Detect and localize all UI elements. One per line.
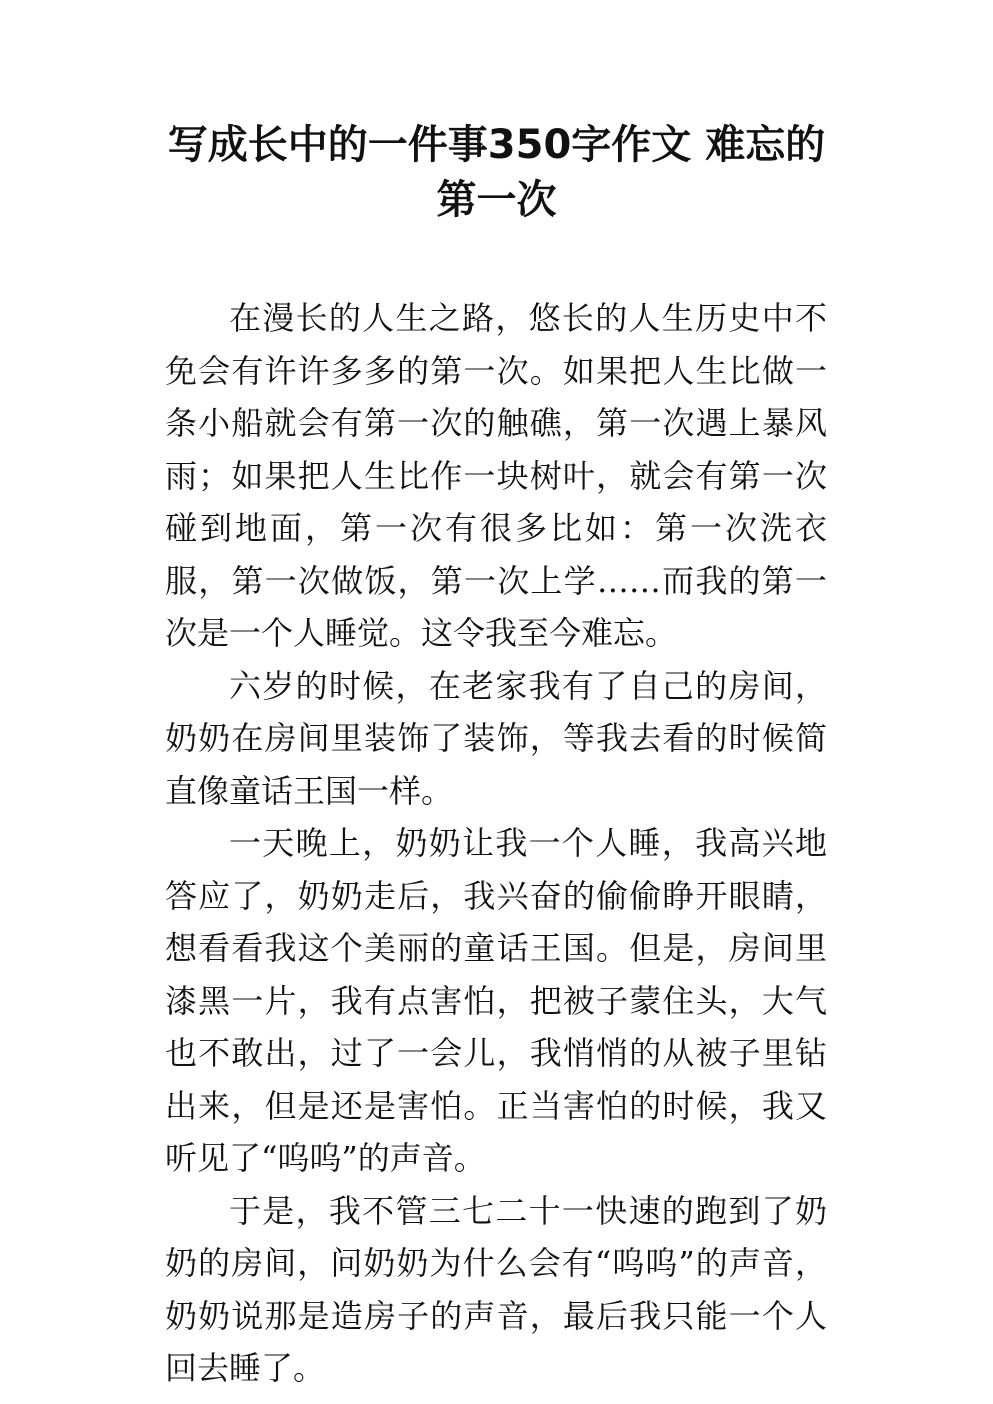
paragraph-2: 六岁的时候，在老家我有了自己的房间，奶奶在房间里装饰了装饰，等我去看的时候简直像童话王国一样。	[165, 666, 827, 810]
paragraph-4: 于是，我不管三七二十一快速的跑到了奶奶的房间，问奶奶为什么会有“呜呜”的声音，奶奶说那是造房子的声音，最后我只能一个人回去睡了。	[165, 1191, 827, 1387]
title-line-2: 第一次	[436, 177, 557, 223]
document-body	[165, 292, 827, 1395]
paragraph-3: 一天晚上，奶奶让我一个人睡，我高兴地答应了，奶奶走后，我兴奋的偷偷睁开眼睛，想看看我这个美丽的童话王国。但是，房间里漆黑一片，我有点害怕，把被子蒙住头，大气也不敢出，过了一会儿，我悄悄的从被子里钻出来，但是还是害怕。正当害怕的时候，我又听见了“呜呜”的声音。	[165, 824, 827, 1177]
paragraph-1: 在漫长的人生之路，悠长的人生历史中不免会有许许多多的第一次。如果把人生比做一条小船就会有第一次的触礁，第一次遇上暴风雨；如果把人生比作一块树叶，就会有第一次碰到地面，第一次有很多比如：第一次洗衣服，第一次做饭，第一次上学……而我的第一次是一个人睡觉。这令我至今难忘。	[165, 299, 827, 652]
document-title	[120, 118, 873, 228]
title-line-1: 写成长中的一件事350字作文 难忘的	[167, 122, 826, 168]
